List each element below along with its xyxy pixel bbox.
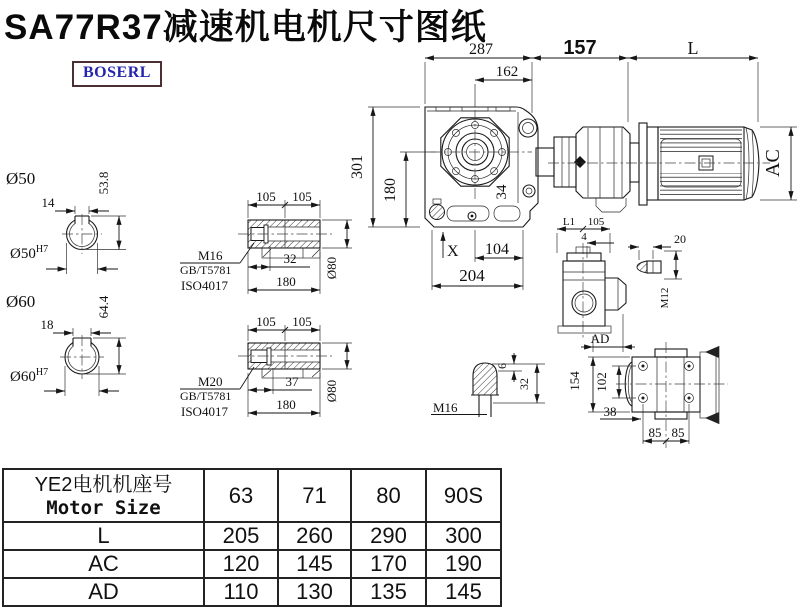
bushing16-thread: M16 (198, 248, 223, 263)
bushing16-std1: GB/T5781 (180, 263, 232, 277)
size-90S: 90S (426, 469, 501, 522)
rear-85b: 85 (671, 425, 685, 440)
shaft60-depth: 64.4 (96, 295, 111, 319)
dim-AC: AC (762, 149, 784, 177)
rear-102: 102 (594, 372, 609, 392)
gearbox-side-view (557, 216, 635, 352)
size-71: 71 (278, 469, 351, 522)
bushing20-boltlen: 37 (285, 374, 299, 389)
oil-plug (430, 205, 445, 220)
header-en: Motor Size (46, 496, 161, 519)
AD-90S: 145 (426, 578, 501, 606)
row-label-AD: AD (3, 578, 204, 606)
bushing20-seg1: 105 (256, 314, 276, 329)
dim-X: X (447, 243, 459, 260)
sideview-105: 105 (587, 216, 605, 228)
shaft50-bore: $Ø50^{H7}$ (10, 244, 49, 262)
shaft60-keywidth: 18 (40, 317, 54, 332)
L-80: 290 (351, 522, 426, 550)
AC-63: 120 (204, 550, 278, 578)
AC-80: 170 (351, 550, 426, 578)
bushing-detail-m20 (180, 314, 352, 419)
motor-size-table (2, 468, 502, 607)
L-71: 260 (278, 522, 351, 550)
page-title: SA77R37减速机电机尺寸图纸 (4, 8, 487, 47)
input-bell-housing (536, 127, 630, 212)
sideview-AD: AD (590, 331, 610, 346)
bushing20-od: Ø80 (324, 379, 339, 403)
dim-L: L (687, 38, 699, 58)
shaft60-bore: $Ø60^{H7}$ (10, 367, 49, 385)
shaft-section-60 (6, 292, 126, 396)
bushing16-od: Ø80 (324, 256, 339, 280)
rear-154: 154 (567, 371, 582, 391)
bushing16-seg2: 105 (292, 189, 312, 204)
gearbox-rear-view (567, 342, 728, 448)
L-90S: 300 (426, 522, 501, 550)
rear-38: 38 (603, 404, 617, 419)
dim-204: 204 (459, 266, 485, 285)
AC-71: 145 (278, 550, 351, 578)
plug-detail-m12 (628, 232, 686, 308)
dim-162: 162 (495, 64, 519, 80)
boltdetail-thread: M16 (433, 400, 458, 415)
bolt-detail-m16 (431, 353, 545, 417)
bushing20-thread: M20 (198, 374, 223, 389)
shaft60-label: Ø60 (6, 292, 36, 311)
bushing16-boltlen: 32 (283, 251, 297, 266)
dim-287: 287 (469, 41, 493, 58)
table-row-L (3, 522, 501, 550)
boltdetail-tip: 6 (495, 363, 509, 369)
rear-85a: 85 (648, 425, 662, 440)
shaft50-keywidth: 14 (41, 195, 55, 210)
shaft-section-50 (6, 169, 126, 274)
header-motor-size (3, 469, 204, 522)
bushing20-seg2: 105 (292, 314, 312, 329)
dim-301: 301 (349, 155, 366, 179)
dim-157: 157 (563, 37, 597, 59)
AD-63: 110 (204, 578, 278, 606)
table-header-row (3, 469, 501, 522)
size-80: 80 (351, 469, 426, 522)
gearbox-front-view (425, 107, 538, 227)
bushing16-seg1: 105 (256, 189, 276, 204)
boltdetail-length: 32 (517, 378, 531, 390)
AD-71: 130 (278, 578, 351, 606)
shaft50-label: Ø50 (6, 169, 36, 188)
AD-80: 135 (351, 578, 426, 606)
size-63: 63 (204, 469, 278, 522)
plug-20: 20 (674, 232, 686, 246)
bushing20-std2: ISO4017 (181, 404, 228, 419)
bushing20-length: 180 (276, 397, 296, 412)
table-row-AC (3, 550, 501, 578)
brand-logo: BOSERL (72, 61, 162, 87)
bushing16-length: 180 (276, 274, 296, 289)
bushing20-std1: GB/T5781 (180, 389, 232, 403)
plug-thread: M12 (659, 287, 671, 309)
main-assembly-view (349, 37, 797, 290)
bushing16-std2: ISO4017 (181, 278, 228, 293)
dim-34: 34 (494, 184, 510, 200)
row-label-L: L (3, 522, 204, 550)
dim-104: 104 (485, 241, 509, 258)
header-cn: YE2电机机座号 (34, 473, 173, 496)
sideview-4: 4 (581, 231, 587, 243)
L-63: 205 (204, 522, 278, 550)
row-label-AC: AC (3, 550, 204, 578)
shaft50-depth: 53.8 (96, 171, 111, 195)
sideview-L1: L1 (562, 216, 576, 228)
bushing-detail-m16 (180, 189, 352, 294)
table-row-AD (3, 578, 501, 606)
AC-90S: 190 (426, 550, 501, 578)
dim-180-height: 180 (382, 178, 399, 202)
